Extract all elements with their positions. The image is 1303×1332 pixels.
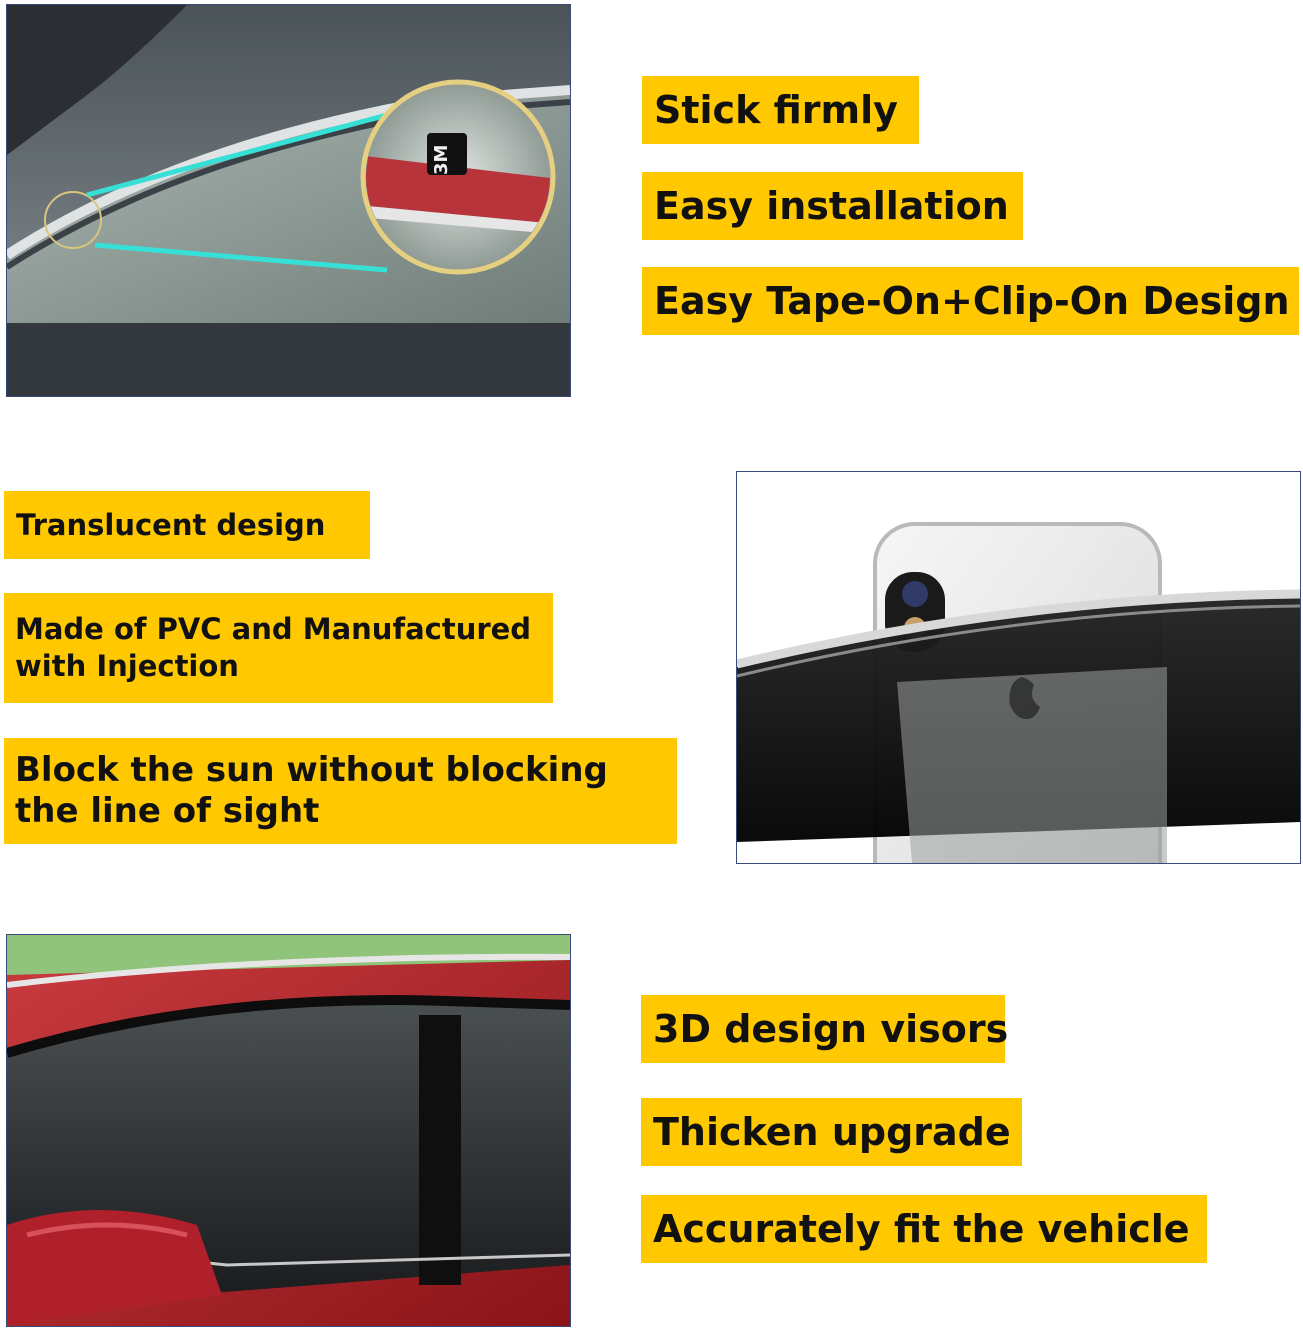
translucent-visor-phone-photo: [736, 471, 1301, 864]
feature-label-accurate-fit: Accurately fit the vehicle: [641, 1195, 1207, 1263]
visor-tape-closeup-graphic: [7, 5, 570, 396]
feature-label-stick-firmly: Stick firmly: [642, 76, 919, 144]
feature-label-3d-design: 3D design visors: [641, 995, 1005, 1063]
red-car-graphic: [7, 935, 570, 1326]
feature-label-tape-clip-design: Easy Tape-On+Clip-On Design: [642, 267, 1299, 335]
feature-label-easy-installation: Easy installation: [642, 172, 1023, 240]
feature-label-translucent-design: Translucent design: [4, 491, 370, 559]
feature-label-thicken-upgrade: Thicken upgrade: [641, 1098, 1022, 1166]
feature-label-pvc-injection: Made of PVC and Manufactured with Injection: [4, 593, 553, 703]
tape-brand-mark: 3M: [431, 144, 452, 175]
feature-label-block-sun: Block the sun without blocking the line of sight: [4, 738, 677, 844]
translucent-visor-graphic: [737, 472, 1300, 863]
visor-tape-closeup-photo: [6, 4, 571, 397]
red-car-visor-photo: [6, 934, 571, 1327]
